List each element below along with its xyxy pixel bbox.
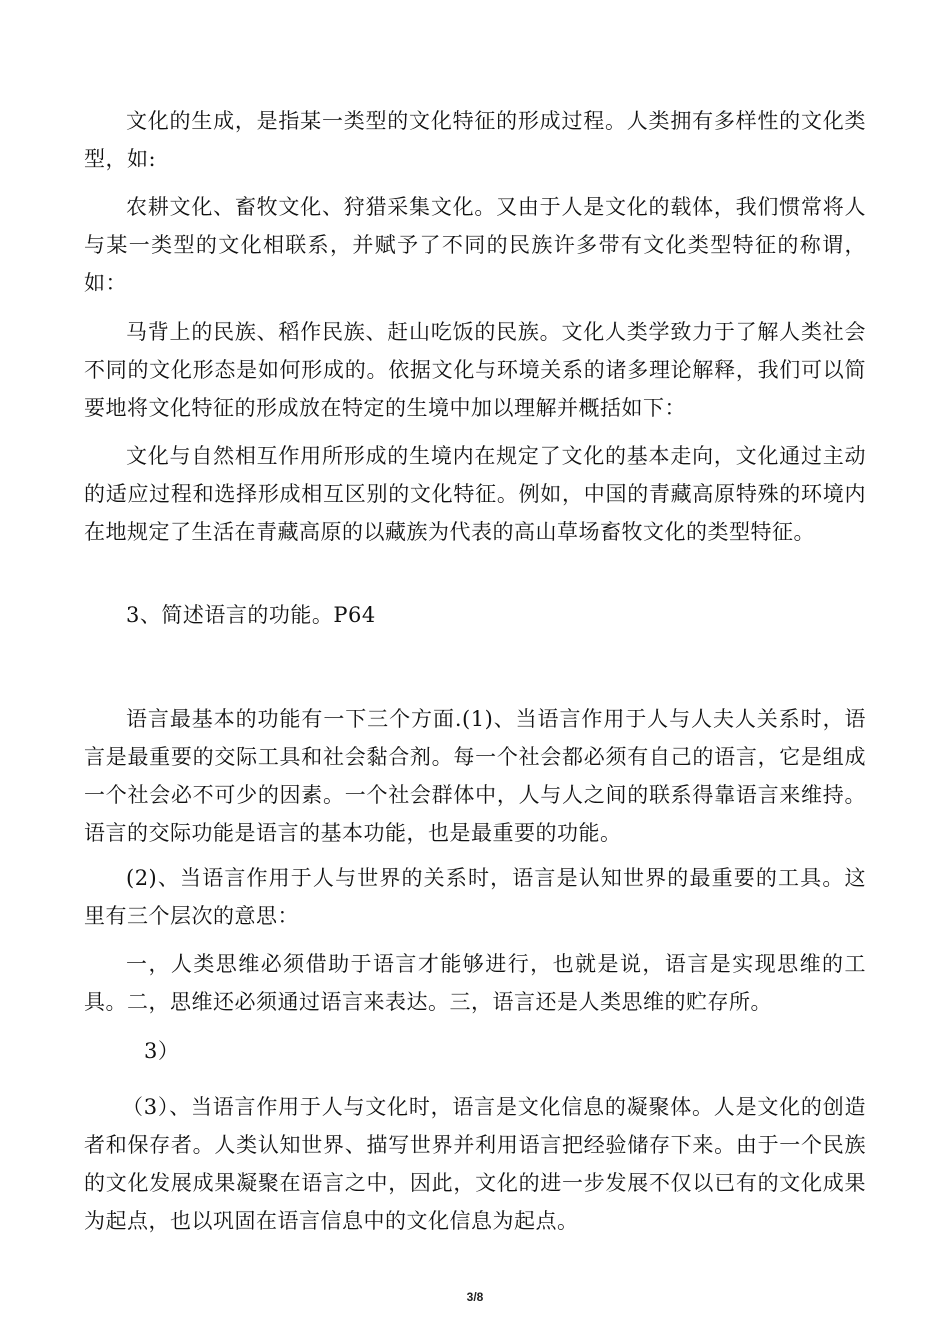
paragraph-language-function-1: 语言最基本的功能有一下三个方面.(1)、当语言作用于人与人夫人关系时，语言是最重要的交际工具和社会黏合剂。每一个社会都必须有自己的语言，它是组成一个社会必不可少的因素。一个社会群体中，人与人之间的联系得靠语言来维持。语言的交际功能是语言的基本功能，也是最重要的功能。 [84, 707, 866, 845]
paragraph-ethnic-names: 马背上的民族、稻作民族、赶山吃饭的民族。文化人类学致力于了解人类社会不同的文化形态是如何形成的。依据文化与环境关系的诸多理论解释，我们可以简要地将文化特征的形成放在特定的生境中加以理解并概括如下： [84, 320, 866, 420]
paragraph-culture-generation: 文化的生成，是指某一类型的文化特征的形成过程。人类拥有多样性的文化类型，如: [84, 109, 866, 171]
paragraph-fragment: 3） [144, 1039, 180, 1063]
page-number: 3/8 [466, 1290, 484, 1304]
paragraph-culture-types: 农耕文化、畜牧文化、狩猎采集文化。又由于人是文化的载体，我们惯常将人与某一类型的文化相联系，并赋予了不同的民族许多带有文化类型特征的称谓，如： [84, 195, 866, 295]
paragraph-environment: 文化与自然相互作用所形成的生境内在规定了文化的基本走向，文化通过主动的适应过程和选择形成相互区别的文化特征。例如，中国的青藏高原特殊的环境内在地规定了生活在青藏高原的以藏族为代表的高山草场畜牧文化的类型特征。 [84, 444, 866, 544]
paragraph-thinking-levels: 一，人类思维必须借助于语言才能够进行，也就是说，语言是实现思维的工具。二，思维还必须通过语言来表达。三，语言还是人类思维的贮存所。 [84, 952, 866, 1014]
paragraph-language-function-3: （3）、当语言作用于人与文化时，语言是文化信息的凝聚体。人是文化的创造者和保存者。人类认知世界、描写世界并利用语言把经验储存下来。由于一个民族的文化发展成果凝聚在语言之中，因此，文化的进一步发展不仅以已有的文化成果为起点，也以巩固在语言信息中的文化信息为起点。 [84, 1095, 866, 1233]
paragraph-language-function-2: (2)、当语言作用于人与世界的关系时，语言是认知世界的最重要的工具。这里有三个层次的意思： [84, 866, 866, 928]
question-heading: 3、简述语言的功能。P64 [126, 603, 376, 627]
